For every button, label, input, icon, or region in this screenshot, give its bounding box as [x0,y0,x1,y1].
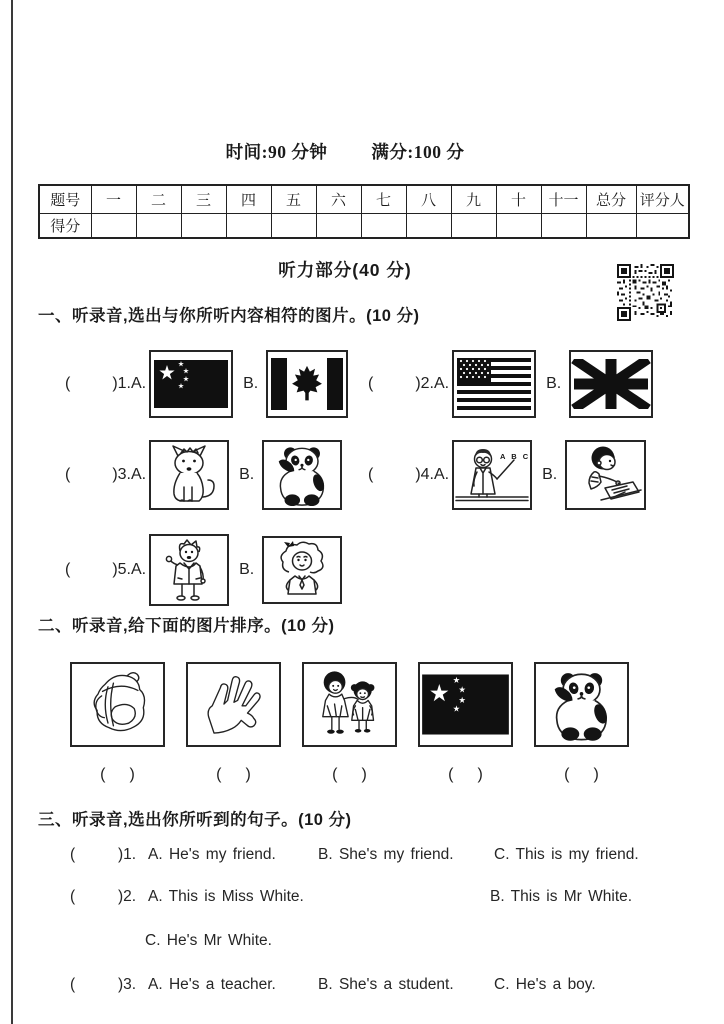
score-cell [316,214,361,239]
option-a-label: A. [131,561,147,578]
sentence-question-1 [70,846,690,866]
question-number: )2. [415,375,434,392]
score-table-header-cell: 七 [361,185,406,214]
score-table-header-cell: 评分人 [636,185,689,214]
option-b-label: B. [542,466,558,483]
score-cell [181,214,226,239]
option-b-label: B. [243,375,259,392]
score-table-header-cell: 二 [136,185,181,214]
option-a-label: A. [131,375,147,392]
section2-title: 二、听录音,给下面的图片排序。(10 分) [38,617,335,635]
uk-flag-image [569,350,653,418]
china-flag-image [149,350,233,418]
score-cell [636,214,689,239]
score-table-header-cell: 八 [406,185,451,214]
score-table-header-cell: 总分 [586,185,636,214]
panda-image [262,440,342,510]
qr-code [617,264,674,321]
question-4 [368,440,646,510]
score-cell [586,214,636,239]
answer-paren: ( [368,466,374,483]
exam-time: 时间:90 分钟 [225,142,328,162]
canada-flag-image [266,350,348,418]
answer-paren: ( [368,375,374,392]
two-girls-image [302,662,397,747]
option-c: C. He's a boy. [494,976,596,993]
score-table-header-cell: 五 [271,185,316,214]
schoolbag-image [70,662,165,747]
boy-image [149,534,229,606]
writing-boy-image [565,440,646,510]
score-cell [271,214,316,239]
score-table-header-cell: 四 [226,185,271,214]
section1-title: 一、听录音,选出与你所听内容相符的图片。(10 分) [38,307,420,325]
answer-paren: ( [65,375,71,392]
exam-header [0,139,690,164]
answer-paren: ( [70,976,76,993]
sentence-question-2-option-c [145,932,724,952]
option-b: B. She's a student. [318,976,454,993]
cat-image [149,440,229,510]
score-cell [91,214,136,239]
board-text: A B C [500,452,531,461]
option-a: A. He's my friend. [148,846,276,863]
score-cell [136,214,181,239]
question-number: )5. [112,561,131,578]
china-flag-image [418,662,513,747]
question-number: )3. [118,976,137,993]
sentence-question-2 [70,888,690,908]
score-cell [451,214,496,239]
option-c: C. This is my friend. [494,846,639,863]
option-a: A. He's a teacher. [148,976,276,993]
answer-paren: ( [65,466,71,483]
question-number: )2. [118,888,137,905]
score-table [38,184,690,239]
option-a-label: A. [434,375,450,392]
option-a-label: A. [434,466,450,483]
section2-pictures [70,662,629,747]
answer-paren: ( [70,846,76,863]
answer-blank: ( ) [332,766,367,783]
score-cell [406,214,451,239]
answer-paren: ( [65,561,71,578]
option-b: B. This is Mr White. [490,888,633,905]
option-c: C. He's Mr White. [145,932,272,949]
score-table-header-cell: 题号 [39,185,91,214]
usa-flag-image [452,350,536,418]
question-3 [65,440,342,510]
score-table-header-cell: 一 [91,185,136,214]
option-a-label: A. [131,466,147,483]
option-a: A. This is Miss White. [148,888,304,905]
option-b: B. She's my friend. [318,846,454,863]
score-table-header-cell: 十 [496,185,541,214]
sentence-question-3 [70,976,690,996]
score-table-header-cell: 十一 [541,185,586,214]
score-cell [541,214,586,239]
score-table-header-cell: 三 [181,185,226,214]
answer-blank: ( ) [100,766,135,783]
score-table-header-cell: 九 [451,185,496,214]
teacher-image [452,440,532,510]
question-5 [65,534,342,606]
question-number: )4. [415,466,434,483]
exam-full-score: 满分:100 分 [371,142,465,162]
question-number: )1. [118,846,137,863]
option-b-label: B. [239,561,255,578]
section2-answer-blanks [70,766,629,784]
option-b-label: B. [546,375,562,392]
hand-image [186,662,281,747]
answer-paren: ( [70,888,76,905]
section3-title: 三、听录音,选出你所听到的句子。(10 分) [38,811,352,829]
question-number: )1. [112,375,131,392]
answer-blank: ( ) [564,766,599,783]
score-cell [361,214,406,239]
score-cell [496,214,541,239]
girl-image [262,536,342,604]
listening-section-title: 听力部分(40 分) [278,260,412,280]
option-b-label: B. [239,466,255,483]
score-cell [226,214,271,239]
panda-image [534,662,629,747]
answer-blank: ( ) [216,766,251,783]
answer-blank: ( ) [448,766,483,783]
score-row-label: 得分 [39,214,91,239]
question-1 [65,350,348,418]
question-2 [368,350,653,418]
score-table-header-cell: 六 [316,185,361,214]
question-number: )3. [112,466,131,483]
